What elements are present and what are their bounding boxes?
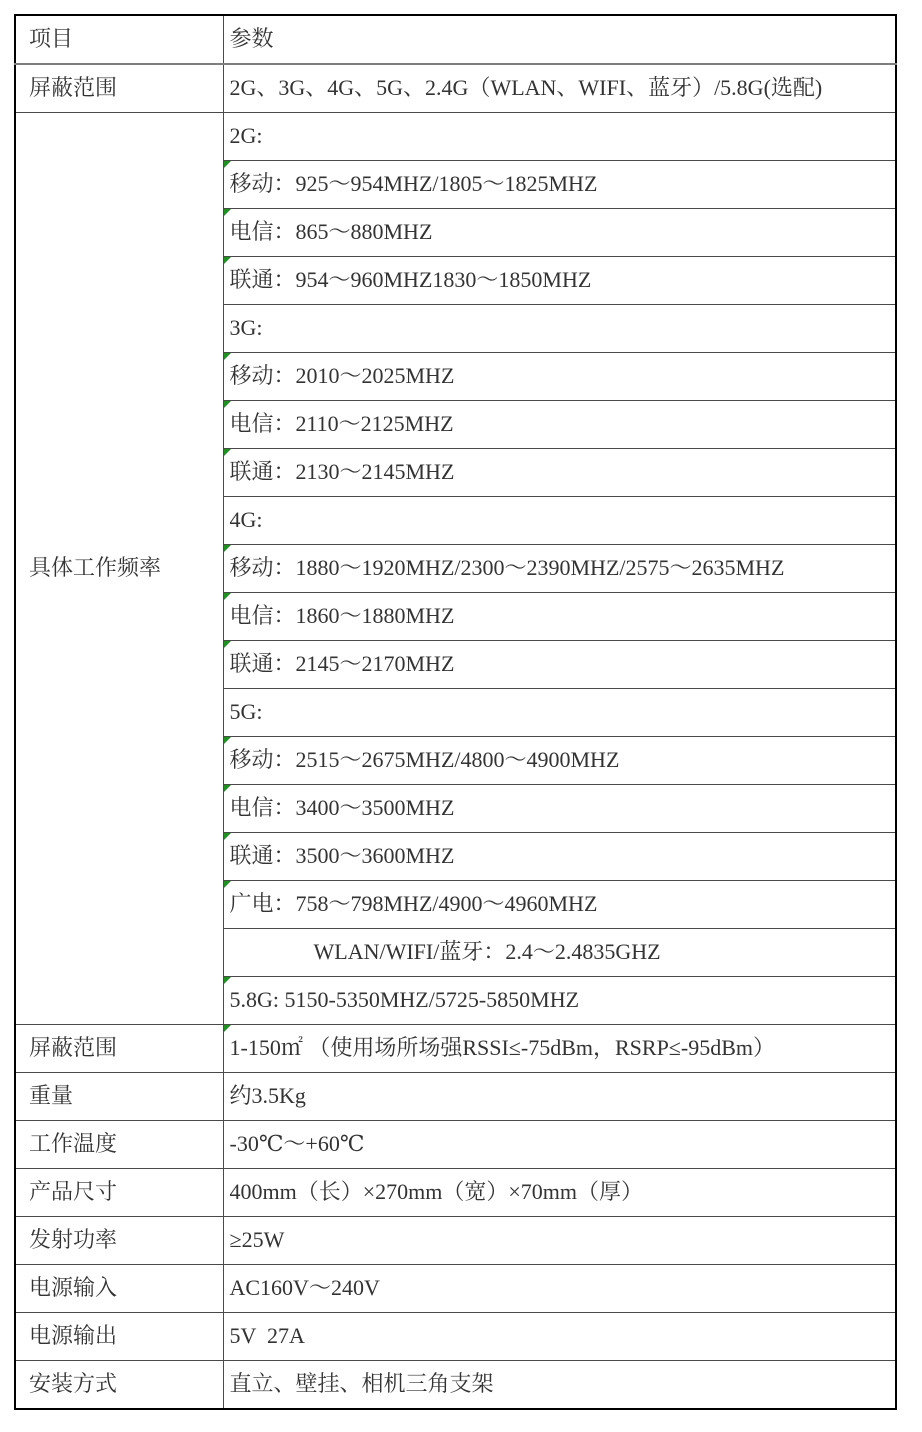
frequency-row-text: 移动：925～954MHZ/1805～1825MHZ (229, 171, 598, 197)
spec-row-text: 1-150㎡ （使用场所场强RSSI≤-75dBm，RSRP≤-95dBm） (229, 1035, 775, 1061)
row-value (223, 977, 896, 1025)
green-corner-flag-icon (224, 449, 231, 456)
table-row (15, 1361, 896, 1410)
frequency-label: 具体工作频率 (15, 113, 223, 1025)
frequency-row-text: 联通：3500～3600MHZ (229, 843, 455, 869)
table-row (15, 1025, 896, 1073)
green-corner-flag-icon (224, 401, 231, 408)
row-value (223, 641, 896, 689)
row-value (223, 209, 896, 257)
row-value (223, 593, 896, 641)
frequency-row-text: 联通：2145～2170MHZ (229, 651, 455, 677)
frequency-row-text: 移动：2010～2025MHZ (229, 363, 455, 389)
table-row (15, 1217, 896, 1265)
spec-table (14, 14, 897, 1410)
row-value (223, 305, 896, 353)
green-corner-flag-icon (224, 593, 231, 600)
spec-row-text: 约3.5Kg (229, 1083, 306, 1109)
green-corner-flag-icon (224, 737, 231, 744)
row-label: 安装方式 (15, 1361, 223, 1410)
row-value (223, 353, 896, 401)
row-label: 屏蔽范围 (15, 64, 223, 113)
row-value (223, 1169, 896, 1217)
row-value (223, 1025, 896, 1073)
row-value (223, 1073, 896, 1121)
row-value (223, 257, 896, 305)
row-label: 产品尺寸 (15, 1169, 223, 1217)
row-label: 工作温度 (15, 1121, 223, 1169)
table-header-row (15, 15, 896, 64)
row-value (223, 833, 896, 881)
row-value (223, 1361, 896, 1410)
frequency-row-text: WLAN/WIFI/蓝牙：2.4～2.4835GHZ (313, 939, 661, 965)
frequency-row-text: 电信：1860～1880MHZ (229, 603, 455, 629)
row-value (223, 689, 896, 737)
row-label: 重量 (15, 1073, 223, 1121)
table-row (15, 1265, 896, 1313)
row-value (223, 497, 896, 545)
frequency-row-text: 电信：2110～2125MHZ (229, 411, 454, 437)
header-param-cell: 参数 (223, 15, 896, 64)
green-corner-flag-icon (224, 161, 231, 168)
green-corner-flag-icon (224, 257, 231, 264)
row-value (223, 449, 896, 497)
spec-row-text: ≥25W (229, 1227, 285, 1253)
table-row (15, 1313, 896, 1361)
frequency-row-text: 电信：3400～3500MHZ (229, 795, 455, 821)
row-label: 屏蔽范围 (15, 1025, 223, 1073)
frequency-row-text: 电信：865～880MHZ (229, 219, 433, 245)
row-value (223, 1313, 896, 1361)
row-label: 发射功率 (15, 1217, 223, 1265)
spec-row-text: AC160V～240V (229, 1275, 380, 1301)
spec-row-text: 直立、壁挂、相机三角支架 (229, 1371, 494, 1397)
table-row (15, 1073, 896, 1121)
green-corner-flag-icon (224, 977, 231, 984)
row-value: 2G、3G、4G、5G、2.4G（WLAN、WIFI、蓝牙）/5.8G(选配) (223, 64, 896, 113)
frequency-row-text: 移动：1880～1920MHZ/2300～2390MHZ/2575～2635MHZ (229, 555, 785, 581)
frequency-row-text: 3G: (229, 315, 263, 341)
row-value (223, 113, 896, 161)
row-value (223, 545, 896, 593)
row-value (223, 881, 896, 929)
table-row (15, 1169, 896, 1217)
green-corner-flag-icon (224, 833, 231, 840)
frequency-row-text: 联通：954～960MHZ1830～1850MHZ (229, 267, 592, 293)
green-corner-flag-icon (224, 353, 231, 360)
frequency-row-text: 5.8G: 5150-5350MHZ/5725-5850MHZ (229, 987, 580, 1013)
green-corner-flag-icon (224, 881, 231, 888)
spec-row-text: 5V 27A (229, 1323, 305, 1349)
header-item-cell: 项目 (15, 15, 223, 64)
frequency-row-text: 移动：2515～2675MHZ/4800～4900MHZ (229, 747, 620, 773)
row-value (223, 737, 896, 785)
row-value (223, 401, 896, 449)
row-value (223, 785, 896, 833)
frequency-row-text: 联通：2130～2145MHZ (229, 459, 455, 485)
green-corner-flag-icon (224, 1025, 231, 1032)
green-corner-flag-icon (224, 209, 231, 216)
green-corner-flag-icon (224, 545, 231, 552)
frequency-row-text: 5G: (229, 699, 263, 725)
row-value (223, 1121, 896, 1169)
row-value (223, 929, 896, 977)
frequency-row-text: 2G: (229, 123, 263, 149)
table-row (15, 64, 896, 113)
green-corner-flag-icon (224, 785, 231, 792)
frequency-row-text: 广电：758～798MHZ/4900～4960MHZ (229, 891, 598, 917)
row-value (223, 161, 896, 209)
green-corner-flag-icon (224, 641, 231, 648)
row-value (223, 1217, 896, 1265)
row-label: 电源输出 (15, 1313, 223, 1361)
table-row (15, 1121, 896, 1169)
row-label: 电源输入 (15, 1265, 223, 1313)
spec-row-text: -30℃～+60℃ (229, 1131, 365, 1157)
table-row (15, 113, 896, 161)
frequency-row-text: 4G: (229, 507, 263, 533)
row-value (223, 1265, 896, 1313)
spec-row-text: 400mm（长）×270mm（宽）×70mm（厚） (229, 1179, 643, 1205)
